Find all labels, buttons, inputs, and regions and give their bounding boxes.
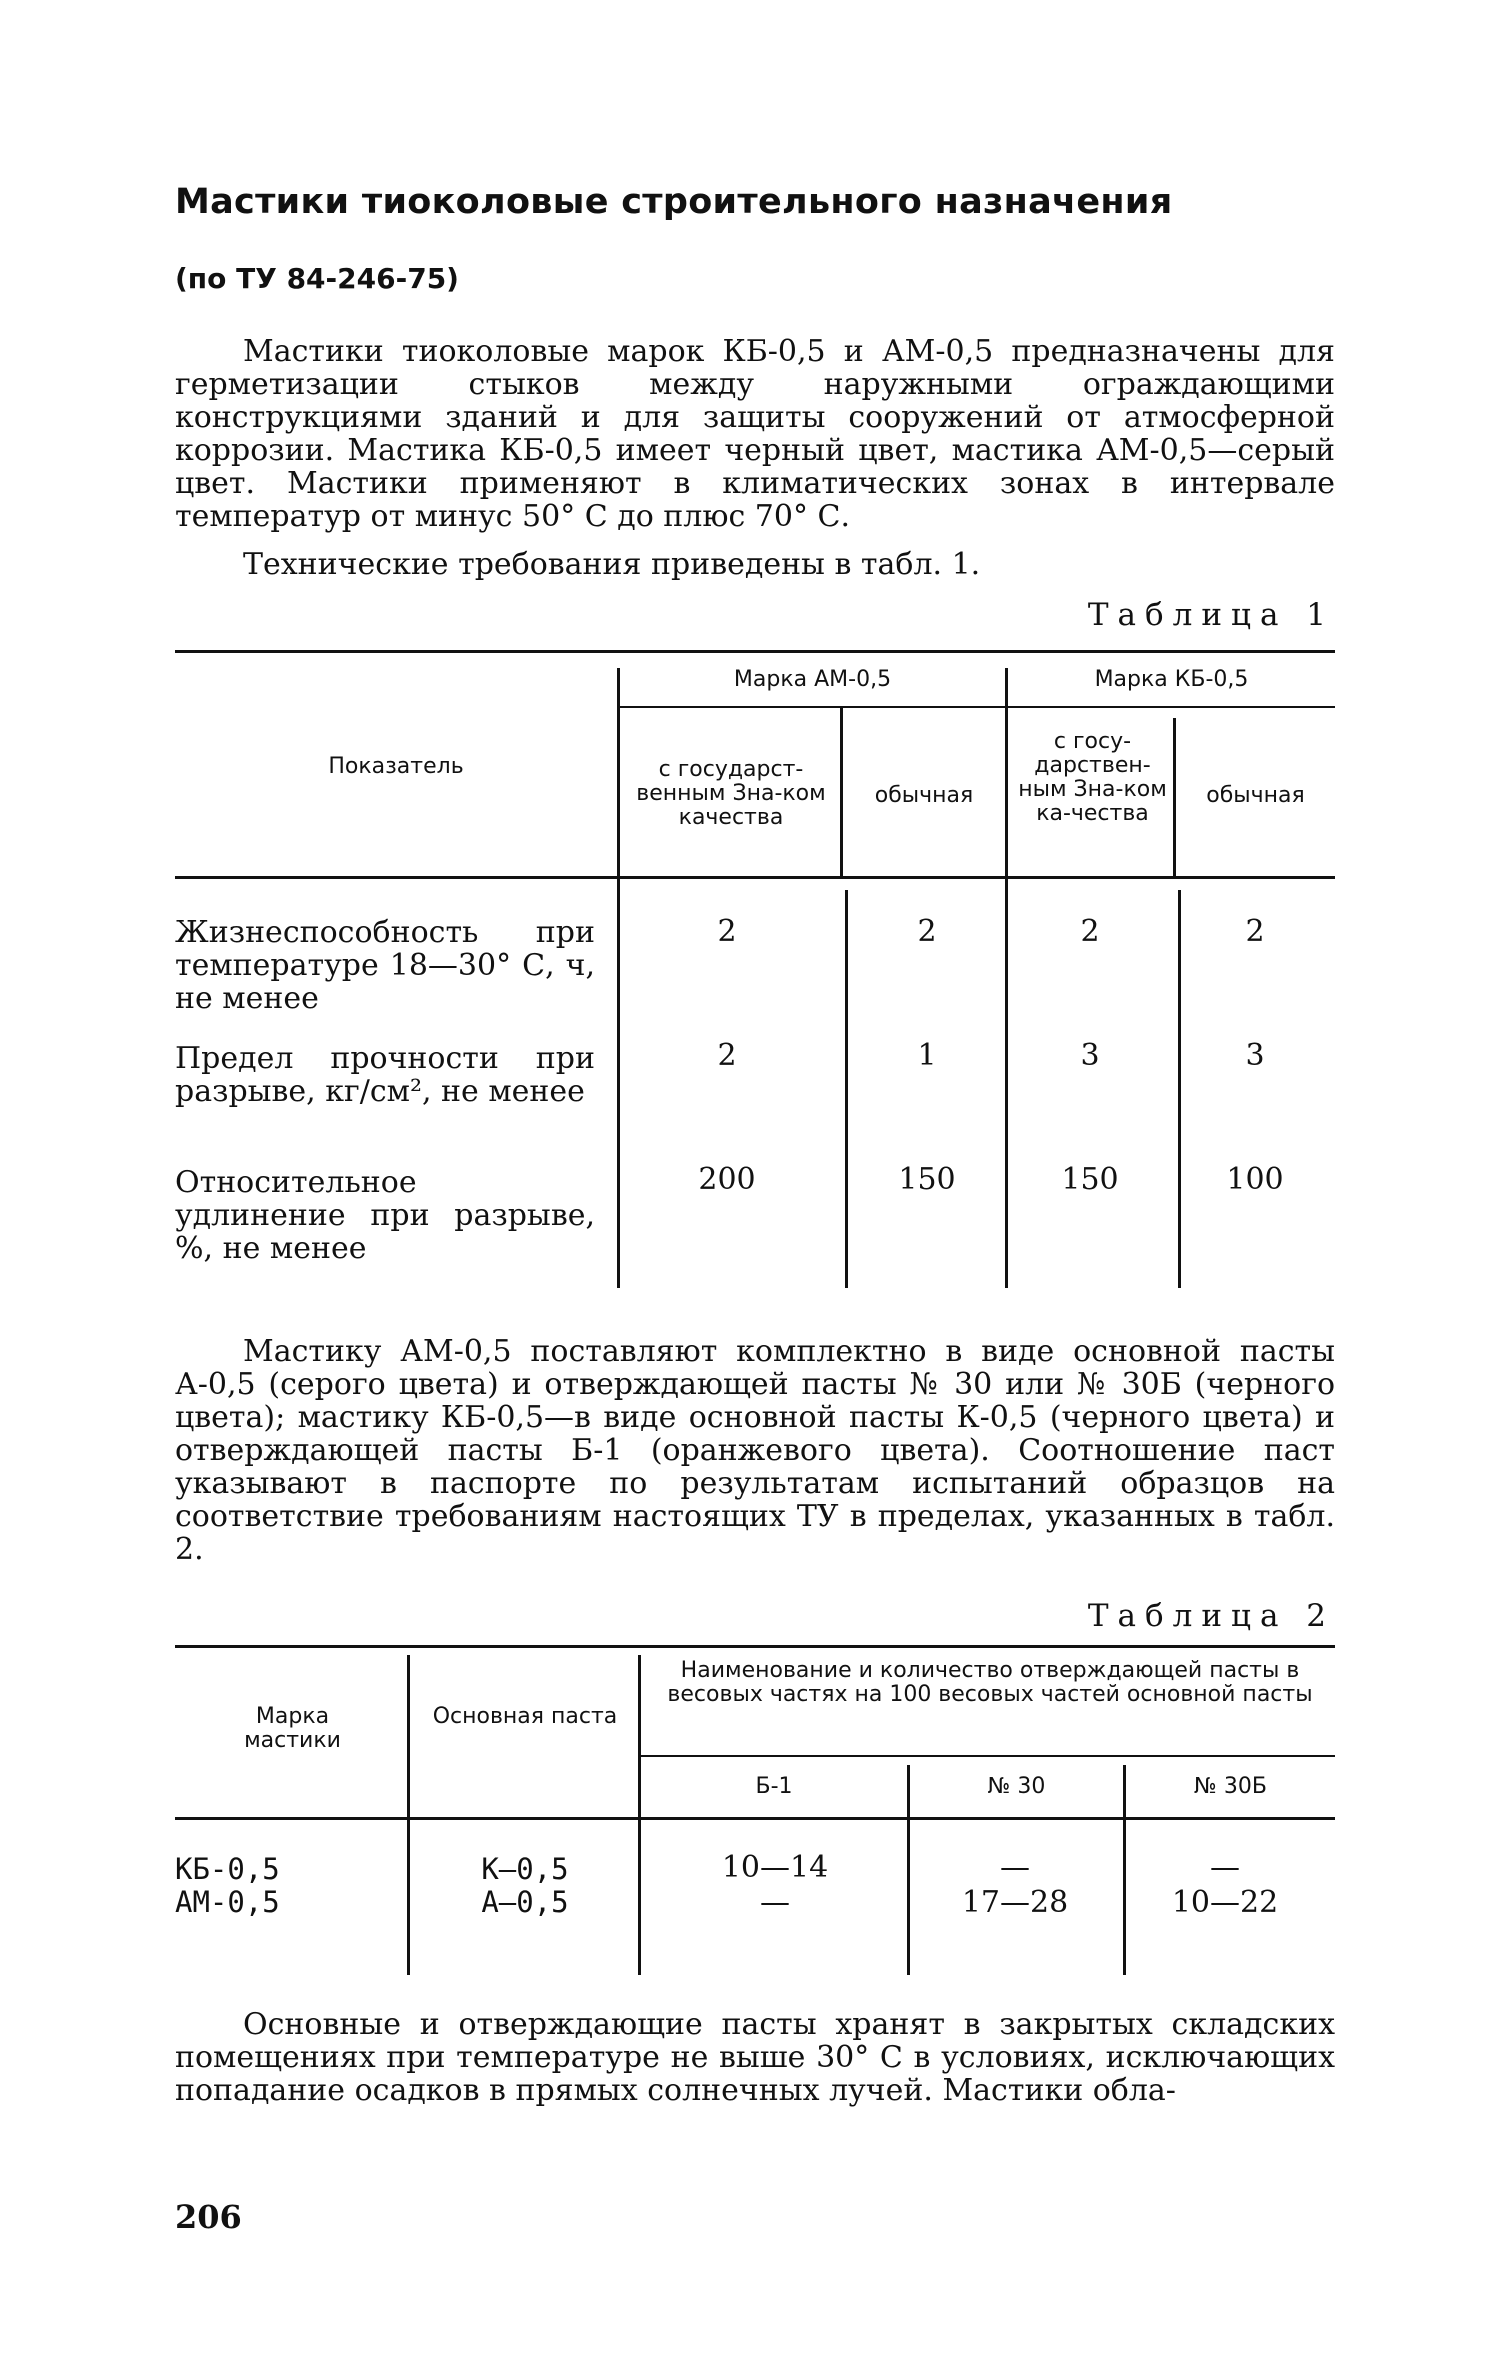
paragraph-supply (175, 1335, 1335, 1566)
table2-header-b1: Б-1 (755, 1774, 793, 1799)
table1 (175, 650, 1335, 1300)
table2-top-rule (175, 1645, 1335, 1648)
paragraph-intro (175, 335, 1335, 533)
table1-cell: 3 (1245, 1038, 1265, 1073)
table1-vline-4b (1178, 890, 1181, 1288)
table2-vline-2 (638, 1655, 641, 1975)
table1-top-rule (175, 650, 1335, 653)
table1-row-label: Предел прочности при разрыве, кг/см², не менее (175, 1041, 595, 1109)
table1-cell: 1 (917, 1038, 937, 1073)
table1-vline-1 (617, 668, 620, 1288)
table1-header-am-ordinary: обычная (874, 783, 974, 808)
table1-cell: 150 (898, 1162, 956, 1197)
paragraph-storage (175, 2008, 1335, 2107)
table2-n30-am: 17—28 (961, 1885, 1069, 1920)
table1-header-kb: Марка КБ-0,5 (1094, 667, 1249, 692)
table1-caption: Таблица 1 (1087, 597, 1335, 633)
paragraph-supply-text: Мастику АМ-0,5 поставляют комплектно в виде основной пасты А-0,5 (серого цвета) и отверждающей пасты № 30 или № 30Б (черного цвета); мастику КБ-0,5—в виде основной пасты К-0,5 (черного цвета) и отверждающей пасты Б-1 (оранжевого цвета). Соотношение паст указывают в паспорте по результатам испытаний образцов на соответствие требованиям настоящих ТУ в пределах, указанных в табл. 2. (175, 1334, 1335, 1567)
table1-row-label: Жизнеспособность при температуре 18—30° С, ч, не менее (175, 915, 595, 1016)
page-title: Мастики тиоколовые строительного назначения (175, 182, 1173, 222)
paragraph-storage-text: Основные и отверждающие пасты хранят в закрытых складских помещениях при температуре не выше 30° С в условиях, исключающих попадание осадков в прямых солнечных лучей. Мастики обла- (175, 2007, 1335, 2108)
table1-cell: 2 (1245, 914, 1265, 949)
table1-cell: 2 (917, 914, 937, 949)
table2-group-rule (638, 1755, 1335, 1757)
table2-header-brand: Марка мастики (244, 1704, 341, 1753)
table1-header-rule (175, 876, 1335, 879)
table2-n30-kb: — (1000, 1850, 1030, 1885)
table2-header-n30b: № 30Б (1194, 1774, 1267, 1799)
table1-cell: 200 (698, 1162, 756, 1197)
table2-brand-kb: КБ-0,5 (175, 1852, 280, 1886)
table1-cell: 2 (1080, 914, 1100, 949)
table2-header-group: Наименование и количество отверждающей пасты в весовых частях на 100 весовых частей основной пасты (667, 1658, 1313, 1707)
table2-header-n30: № 30 (987, 1774, 1046, 1799)
paragraph-table-ref (175, 548, 1335, 581)
table1-cell: 2 (717, 1038, 737, 1073)
table2-brand-am: АМ-0,5 (175, 1885, 280, 1919)
table2-base-k: К—0,5 (481, 1852, 569, 1886)
table1-cell: 150 (1061, 1162, 1119, 1197)
table2-b1-am: — (760, 1885, 790, 1920)
table1-vline-3 (1005, 668, 1008, 1288)
table1-row-label: Относительное удлинение при разрыве, %, не менее (175, 1165, 595, 1266)
table1-vline-2b (845, 890, 848, 1288)
table2-caption: Таблица 2 (1087, 1598, 1335, 1634)
table2-n30b-am: 10—22 (1171, 1885, 1279, 1920)
table1-header-am: Марка АМ-0,5 (733, 667, 892, 692)
table1-header-indicator: Показатель (328, 754, 464, 779)
paragraph-intro-text: Мастики тиоколовые марок КБ-0,5 и АМ-0,5 предназначены для герметизации стыков между наружными ограждающими конструкциями зданий и для защиты сооружений от атмосферной коррозии. Мастика КБ-0,5 имеет черный цвет, мастика АМ-0,5—серый цвет. Мастики применяют в климатических зонах в интервале температур от минус 50° С до плюс 70° С. (175, 334, 1335, 534)
table2 (175, 1645, 1335, 1975)
table1-cell: 2 (717, 914, 737, 949)
table1-header-am-quality: с государст-венным Зна-ком качества (636, 757, 826, 830)
table2-vline-1 (407, 1655, 410, 1975)
table1-header-kb-quality: с госу-дарствен-ным Зна-ком ка-чества (1018, 729, 1167, 826)
table2-b1-kb: 10—14 (721, 1850, 829, 1885)
table2-header-base: Основная паста (432, 1704, 618, 1729)
page-number: 206 (175, 2198, 242, 2236)
table1-cell: 3 (1080, 1038, 1100, 1073)
table2-header-rule (175, 1817, 1335, 1820)
table1-cell: 100 (1226, 1162, 1284, 1197)
table2-n30b-kb: — (1210, 1850, 1240, 1885)
table1-header-kb-ordinary: обычная (1206, 783, 1305, 808)
page-subtitle: (по ТУ 84-246-75) (175, 262, 459, 295)
paragraph-table-ref-text: Технические требования приведены в табл. 1. (243, 547, 981, 582)
table1-group-rule (617, 706, 1335, 708)
table2-base-a: А—0,5 (481, 1885, 569, 1919)
